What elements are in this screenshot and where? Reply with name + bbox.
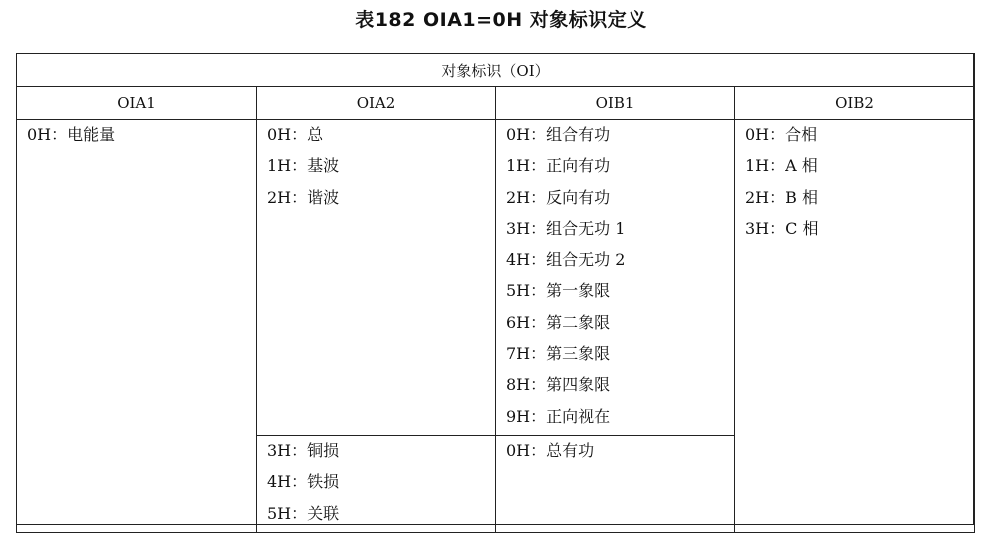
oia2-list-top [257,120,495,216]
oia2-cell-top [257,120,496,436]
list-item: 2H：谐波 [267,187,340,207]
oib2-list [735,120,974,247]
list-item: 3H：组合无功 1 [506,218,626,238]
list-item: 9H：正向视在 [506,406,611,426]
oib1-list-top [496,120,734,435]
list-item: 2H：B 相 [745,187,818,207]
oia1-list [17,120,256,153]
oib2-cell [735,120,975,533]
column-header-oia2: OIA2 [257,87,496,120]
list-item: 0H：组合有功 [506,125,611,144]
list-item: 0H：总有功 [506,440,595,460]
column-header-oia1: OIA1 [17,87,257,120]
group-header: 对象标识（OI） [17,54,975,87]
list-item: 7H：第三象限 [506,344,611,364]
list-item: 0H：电能量 [27,125,116,144]
list-item: 3H：C 相 [745,218,819,238]
list-item: 1H：正向有功 [506,156,611,176]
list-item: 2H：反向有功 [506,187,611,207]
list-item: 3H：铜损 [267,440,340,460]
oia1-cell [17,120,257,533]
list-item: 1H：基波 [267,156,340,176]
list-item: 4H：铁损 [267,472,340,492]
list-item: 4H：组合无功 2 [506,250,626,270]
list-item: 5H：第一象限 [506,281,611,301]
oib1-cell-bottom [496,435,735,532]
oib1-cell-top [496,120,735,436]
list-item: 6H：第二象限 [506,312,611,332]
column-header-oib1: OIB1 [496,87,735,120]
oia2-list-bottom [257,436,495,532]
list-item: 0H：合相 [745,125,818,144]
list-item: 0H：总 [267,125,324,144]
list-item: 8H：第四象限 [506,375,611,395]
table-title: 表182 OIA1=0H 对象标识定义 [355,9,647,31]
column-header-oib2: OIB2 [735,87,975,120]
oia2-cell-bottom [257,435,496,532]
list-item: 1H：A 相 [745,156,818,176]
list-item: 5H：关联 [267,503,340,523]
object-identifier-table [16,53,975,533]
oib1-list-bottom [496,436,734,469]
